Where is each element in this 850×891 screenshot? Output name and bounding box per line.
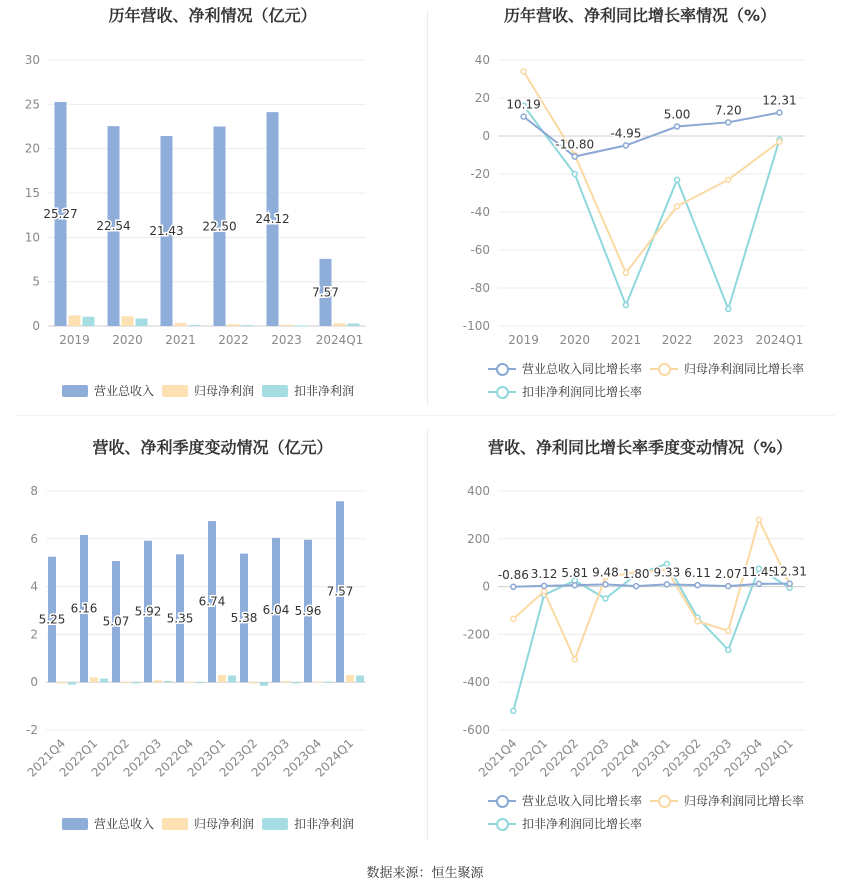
x-tick-label: 2021 xyxy=(610,333,642,347)
point-net-growth xyxy=(726,628,731,633)
annual-revenue-profit-panel xyxy=(0,0,425,410)
x-tick-label: 2023Q2 xyxy=(216,736,261,780)
data-label: 7.20 xyxy=(714,103,742,118)
y-tick-label: 0 xyxy=(482,579,490,594)
legend-marker xyxy=(488,386,516,398)
x-tick-label: 2023 xyxy=(271,333,302,347)
y-tick-label: 25 xyxy=(24,97,40,112)
chart-title: 历年营收、净利同比增长率情况（%） xyxy=(503,6,777,25)
x-tick-label: 2022 xyxy=(661,333,693,347)
y-tick-label: 200 xyxy=(467,531,490,546)
x-tick-label: 2021Q4 xyxy=(24,736,69,780)
data-label: 10.19 xyxy=(506,97,541,112)
x-tick-label: 2021Q4 xyxy=(475,736,520,780)
point-revenue-growth xyxy=(726,120,731,125)
annual-growth-rate-panel xyxy=(430,0,850,410)
y-tick-label: -60 xyxy=(470,243,490,257)
data-label: 5.35 xyxy=(166,611,194,626)
y-tick-label: 10 xyxy=(24,230,40,245)
data-label: -10.80 xyxy=(555,137,595,152)
legend-label: 归母净利润 xyxy=(194,384,255,398)
data-label: 12.31 xyxy=(772,564,807,579)
point-revenue-growth xyxy=(695,583,700,588)
point-net-growth xyxy=(511,616,516,621)
y-tick-label: 4 xyxy=(30,579,38,594)
chart-title: 历年营收、净利情况（亿元） xyxy=(108,6,317,25)
point-net-growth xyxy=(542,589,547,594)
data-label: 12.31 xyxy=(762,93,797,108)
point-revenue-growth xyxy=(787,581,792,586)
y-tick-label: 0 xyxy=(32,319,40,333)
y-tick-label: 40 xyxy=(474,53,490,67)
bar-deducted-profit xyxy=(68,682,76,684)
point-net-growth xyxy=(572,657,577,662)
bar-net-profit xyxy=(281,325,293,326)
y-tick-label: 2 xyxy=(30,627,38,642)
x-tick-label: 2023Q1 xyxy=(629,736,673,780)
point-deducted-growth xyxy=(623,303,628,308)
point-revenue-growth xyxy=(572,583,577,588)
legend-label: 营业总收入同比增长率 xyxy=(522,794,643,808)
bar-deducted-profit xyxy=(136,318,148,326)
point-net-growth xyxy=(695,619,700,624)
data-label: 5.07 xyxy=(102,614,130,629)
data-label: 5.92 xyxy=(134,604,162,619)
x-tick-label: 2023Q4 xyxy=(280,736,325,780)
x-tick-label: 2022 xyxy=(218,333,249,347)
x-tick-label: 2024Q1 xyxy=(755,333,804,347)
legend-label: 扣非净利润 xyxy=(294,817,355,831)
y-tick-label: 400 xyxy=(467,484,490,498)
horizontal-divider xyxy=(15,415,835,416)
bar-net-profit xyxy=(282,681,290,682)
quarterly-growth-rate-panel xyxy=(430,425,850,845)
bar-net-profit xyxy=(334,323,346,326)
y-tick-label: 20 xyxy=(24,141,40,156)
x-tick-label: 2023 xyxy=(712,333,744,347)
point-net-growth xyxy=(623,270,628,275)
data-label: 5.38 xyxy=(230,610,258,625)
data-label: 21.43 xyxy=(149,223,184,238)
chart-title: 营收、净利同比增长率季度变动情况（%） xyxy=(487,438,793,457)
bar-net-profit xyxy=(154,680,162,682)
bar-net-profit xyxy=(346,675,354,682)
legend-deducted-growth[interactable] xyxy=(488,815,642,832)
data-label: 3.12 xyxy=(530,566,558,581)
y-tick-label: 8 xyxy=(30,484,38,498)
legend-marker xyxy=(488,363,516,375)
point-revenue-growth xyxy=(726,584,731,589)
quarterly-revenue-profit-panel xyxy=(0,425,425,845)
data-label: 22.54 xyxy=(96,219,131,234)
data-source: 数据来源：恒生聚源 xyxy=(366,866,484,881)
data-label: 5.00 xyxy=(663,107,691,122)
bar-deducted-profit xyxy=(324,682,332,683)
data-label: 25.27 xyxy=(43,206,78,221)
data-label: 24.12 xyxy=(255,212,290,227)
quarterly-line-chart xyxy=(430,425,850,845)
bar-net-profit xyxy=(69,315,81,326)
x-tick-label: 2019 xyxy=(508,333,539,347)
bar-deducted-profit xyxy=(83,317,95,326)
quarterly-bar-chart xyxy=(0,425,425,845)
point-revenue-growth xyxy=(664,582,669,587)
annual-line-chart xyxy=(430,0,850,410)
point-revenue-growth xyxy=(542,583,547,588)
legend-swatch xyxy=(62,818,88,830)
data-label: -4.95 xyxy=(610,126,642,141)
point-revenue-growth xyxy=(572,154,577,159)
point-revenue-growth xyxy=(675,124,680,129)
bar-net-profit xyxy=(175,323,187,326)
bar-deducted-profit xyxy=(260,682,268,686)
y-tick-label: 0 xyxy=(30,675,38,690)
data-label: 11.45 xyxy=(741,564,777,579)
legend-label: 扣非净利润同比增长率 xyxy=(522,817,643,831)
legend-swatch xyxy=(162,818,188,830)
x-tick-label: 2022Q2 xyxy=(537,736,581,780)
legend-swatch xyxy=(62,385,88,397)
x-tick-label: 2024Q1 xyxy=(312,736,357,780)
data-label: 2.07 xyxy=(714,567,742,582)
legend-net-growth[interactable] xyxy=(650,360,804,377)
legend-revenue-growth[interactable] xyxy=(488,792,642,809)
data-label: 7.57 xyxy=(312,285,339,300)
point-deducted-growth xyxy=(572,172,577,177)
x-tick-label: 2020 xyxy=(112,333,143,347)
x-tick-label: 2019 xyxy=(59,333,90,347)
point-net-growth xyxy=(726,177,731,182)
x-tick-label: 2022Q1 xyxy=(56,736,101,780)
legend-marker xyxy=(650,363,678,375)
point-deducted-growth xyxy=(511,708,516,713)
x-tick-label: 2023Q2 xyxy=(660,736,704,780)
bar-net-profit xyxy=(218,675,226,682)
x-tick-label: 2022Q3 xyxy=(120,736,165,780)
legend-marker xyxy=(488,818,516,830)
data-label: 7.57 xyxy=(326,584,354,599)
data-label: 22.50 xyxy=(202,219,237,234)
legend-label: 归母净利润同比增长率 xyxy=(684,794,805,808)
legend-label: 扣非净利润 xyxy=(294,384,355,398)
x-tick-label: 2022Q2 xyxy=(88,736,133,780)
point-deducted-growth xyxy=(726,306,731,311)
point-revenue-growth xyxy=(603,582,608,587)
data-label: -0.86 xyxy=(497,567,529,582)
y-tick-label: -200 xyxy=(462,627,490,642)
legend-label: 归母净利润 xyxy=(194,817,255,831)
y-tick-label: 20 xyxy=(474,91,490,105)
point-net-growth xyxy=(675,204,680,209)
legend-label: 归母净利润同比增长率 xyxy=(684,362,805,376)
point-revenue-growth xyxy=(623,143,628,148)
bar-net-profit xyxy=(58,682,66,683)
data-label: 1.80 xyxy=(622,567,650,582)
legend-swatch xyxy=(262,818,288,830)
data-label: 5.96 xyxy=(294,603,322,618)
bar-deducted-profit xyxy=(100,679,108,683)
point-revenue-growth xyxy=(756,581,761,586)
legend-label: 营业总收入 xyxy=(94,817,155,831)
bar-net-profit xyxy=(314,681,322,682)
data-label: 5.81 xyxy=(561,566,589,581)
point-revenue-growth xyxy=(634,584,639,589)
data-label: 9.48 xyxy=(592,565,619,580)
legend-label: 营业总收入 xyxy=(94,384,155,398)
x-tick-label: 2023Q3 xyxy=(248,736,293,780)
bar-deducted-profit xyxy=(348,324,360,326)
legend-swatch xyxy=(162,385,188,397)
data-label: 5.25 xyxy=(38,612,66,627)
y-tick-label: 15 xyxy=(24,186,40,200)
legend-label: 营业总收入同比增长率 xyxy=(522,362,643,376)
legend-swatch xyxy=(262,385,288,397)
point-net-growth xyxy=(777,139,782,144)
point-revenue-growth xyxy=(521,114,526,119)
bar-deducted-profit xyxy=(242,325,254,326)
x-tick-label: 2023Q4 xyxy=(721,736,766,780)
data-label: 6.11 xyxy=(684,566,711,581)
y-tick-label: -20 xyxy=(470,167,490,181)
legend-marker xyxy=(650,795,678,807)
bar-net-profit xyxy=(122,682,130,683)
data-label: 9.33 xyxy=(653,565,681,580)
x-tick-label: 2023Q1 xyxy=(184,736,229,780)
x-tick-label: 2022Q3 xyxy=(567,736,612,780)
bar-deducted-profit xyxy=(356,676,364,683)
bar-net-profit xyxy=(186,682,194,683)
legend-net-growth[interactable] xyxy=(650,792,804,809)
data-label: 6.04 xyxy=(262,603,290,618)
bar-net-profit xyxy=(250,682,258,683)
legend-revenue[interactable] xyxy=(62,815,154,832)
x-tick-label: 2021 xyxy=(165,333,196,347)
data-label: 6.74 xyxy=(198,594,226,609)
y-tick-label: -80 xyxy=(470,281,490,295)
legend-deducted-growth[interactable] xyxy=(488,383,642,400)
bar-deducted-profit xyxy=(132,682,140,683)
point-revenue-growth xyxy=(511,584,516,589)
x-tick-label: 2022Q4 xyxy=(152,736,197,780)
x-tick-label: 2022Q4 xyxy=(598,736,643,780)
data-label: 6.16 xyxy=(70,601,98,616)
x-tick-label: 2022Q1 xyxy=(506,736,551,780)
legend-revenue-growth[interactable] xyxy=(488,360,642,377)
point-deducted-growth xyxy=(675,177,680,182)
bar-net-profit xyxy=(122,316,134,326)
point-deducted-growth xyxy=(603,596,608,601)
point-deducted-growth xyxy=(726,647,731,652)
x-tick-label: 2020 xyxy=(559,333,591,347)
chart-title: 营收、净利季度变动情况（亿元） xyxy=(92,438,333,457)
point-net-growth xyxy=(521,69,526,74)
y-tick-label: -400 xyxy=(462,675,490,690)
legend-deducted-profit[interactable] xyxy=(262,382,354,399)
legend-net-profit[interactable] xyxy=(162,815,254,832)
y-tick-label: -40 xyxy=(470,205,490,219)
vertical-divider xyxy=(427,10,428,405)
y-tick-label: 5 xyxy=(32,274,40,289)
bar-deducted-profit xyxy=(189,325,201,326)
bar-deducted-profit xyxy=(292,682,300,683)
y-tick-label: 30 xyxy=(24,53,40,67)
legend-net-profit[interactable] xyxy=(162,382,254,399)
y-tick-label: -100 xyxy=(462,319,490,333)
annual-bar-chart xyxy=(0,0,425,410)
bar-net-profit xyxy=(228,324,240,326)
vertical-divider xyxy=(427,430,428,840)
point-revenue-growth xyxy=(777,110,782,115)
bar-deducted-profit xyxy=(228,676,236,683)
y-tick-label: 6 xyxy=(30,531,38,546)
bar-net-profit xyxy=(90,677,98,682)
x-tick-label: 2023Q3 xyxy=(690,736,735,780)
point-net-growth xyxy=(756,517,761,522)
y-tick-label: -2 xyxy=(26,723,38,737)
legend-revenue[interactable] xyxy=(62,382,154,399)
legend-label: 扣非净利润同比增长率 xyxy=(522,385,643,399)
bar-deducted-profit xyxy=(196,682,204,683)
x-tick-label: 2024Q1 xyxy=(752,736,796,780)
bar-deducted-profit xyxy=(295,326,307,327)
x-tick-label: 2024Q1 xyxy=(315,333,364,347)
legend-marker xyxy=(488,795,516,807)
y-tick-label: -600 xyxy=(462,723,490,737)
y-tick-label: 0 xyxy=(482,129,490,143)
legend-deducted-profit[interactable] xyxy=(262,815,354,832)
bar-deducted-profit xyxy=(164,681,172,682)
